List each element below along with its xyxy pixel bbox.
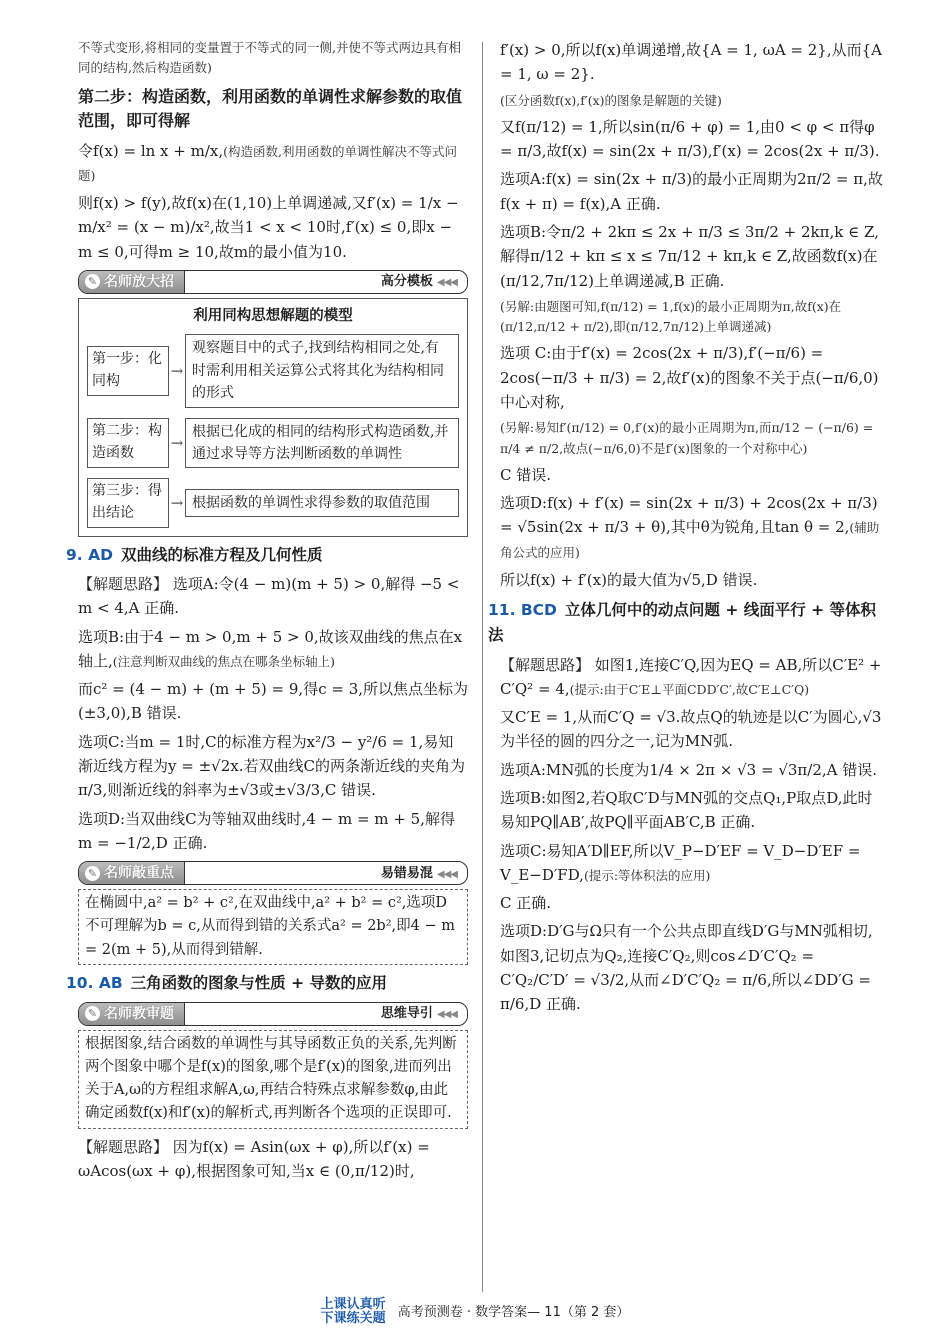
- template-step-label: 第一步：化同构: [87, 346, 169, 395]
- arrows-icon: ◀◀◀: [436, 277, 457, 289]
- note: (区分函数f(x),f′(x)的图象是解题的关键): [500, 92, 722, 108]
- note: (另解:由题图可知,f(π/12) = 1,f(x)的最小正周期为π,故f(x)在(π/12,π/12 + π/2),即(π/12,7π/12)上单调递减): [500, 298, 842, 335]
- column-divider: [482, 42, 483, 1292]
- footer-text: 高考预测卷 · 数学答案— 11（第 2 套）: [397, 1304, 630, 1320]
- paragraph: 不等式变形,将相同的变量置于不等式的同一侧,并使不等式两边具有相同的结构,然后构造函数): [78, 40, 461, 76]
- banner-tag: ✎ 名师放大招: [79, 271, 185, 293]
- arrows-icon: ◀◀◀: [436, 868, 457, 880]
- paragraph: 又C′E = 1,从而C′Q = √3.故点Q的轨迹是以C′为圆心,√3为半径的圆的四分之一,记为MN弧.: [500, 708, 882, 751]
- teacher-icon: ✎: [85, 866, 100, 881]
- paragraph: 令f(x) = ln x + m/x,(构造函数,利用函数的单调性解决不等式问题): [78, 141, 457, 183]
- banner-review: [78, 1002, 468, 1026]
- banner-tag: ✎ 名师敲重点: [79, 862, 185, 884]
- arrow-right-icon: →: [170, 433, 184, 452]
- paragraph: 所以f(x) + f′(x)的最大值为√5,D 错误.: [500, 571, 758, 589]
- paragraph: 选项A:MN弧的长度为1/4 × 2π × √3 = √3π/2,A 错误.: [500, 760, 878, 779]
- brand-logo: 上课认真听 下课练关题: [320, 1297, 386, 1327]
- banner-label: 高分模板 ◀◀◀: [380, 274, 457, 290]
- template-step-label: 第二步：构造函数: [87, 418, 169, 467]
- right-column: [488, 38, 885, 1021]
- paragraph: 选项 C:由于f′(x) = 2cos(2x + π/3),f′(−π/6) = 2cos(−π/3 + π/3) = 2,故f′(x)的图象不关于点(−π/6,0)中心对称,: [500, 344, 879, 412]
- paragraph: 选项B:如图2,若Q取C′D与MN弧的交点Q₁,P取点D,此时易知PQ∥AB′,故PQ∥平面AB′C,B 正确.: [500, 789, 873, 832]
- paragraph: 选项C:当m = 1时,C的标准方程为x²/3 − y²/6 = 1,易知渐近线方程为y = ±√2x.若双曲线C的两条渐近线的夹角为π/3,则渐近线的斜率为±√3或±√3/3,C 错误.: [78, 732, 465, 800]
- arrow-right-icon: →: [170, 493, 184, 512]
- note-box: 在椭圆中,a² = b² + c²,在双曲线中,a² + b² = c²,选项D不可理解为b = c,从而得到错的关系式a² = 2b²,即4 − m = 2(m + 5),从而得到错解.: [78, 889, 468, 965]
- paragraph: 选项D:当双曲线C为等轴双曲线时,4 − m = m + 5,解得m = −1/2,D 正确.: [78, 809, 455, 852]
- template-step-desc: 根据函数的单调性求得参数的取值范围: [185, 489, 459, 517]
- paragraph: 【解题思路】 因为f(x) = Asin(ωx + φ),所以f′(x) = ωAcos(ωx + φ),根据图象可知,当x ∈ (0,π/12)时,: [78, 1137, 430, 1180]
- banner-label: 易错易混 ◀◀◀: [380, 865, 457, 881]
- paragraph: f′(x) > 0,所以f(x)单调递增,故{A = 1, ωA = 2},从而{A = 1, ω = 2}.: [500, 41, 882, 84]
- paragraph: 则f(x) > f(y),故f(x)在(1,10)上单调递减,又f′(x) = 1/x − m/x² = (x − m)/x²,故当1 < x < 10时,f′(x) ≤ 0,即x − m ≤ 0,可得m ≥ 10,故m的最小值为10.: [78, 194, 459, 261]
- banner-tips: [78, 270, 468, 294]
- left-column: [66, 38, 469, 1187]
- teacher-icon: ✎: [85, 1006, 100, 1021]
- banner-key-point: [78, 861, 468, 885]
- paragraph: 而c² = (4 − m) + (m + 5) = 9,得c = 3,所以焦点坐标为(±3,0),B 错误.: [78, 680, 469, 723]
- paragraph: 选项C:易知A′D∥EF,所以V_P−D′EF = V_D−D′EF = V_E−D′FD,(提示:等体积法的应用): [500, 841, 861, 884]
- template-box: [78, 298, 468, 537]
- question-heading: 11. BCD 立体几何中的动点问题 + 线面平行 + 等体积法: [488, 601, 876, 645]
- template-title: 利用同构思想解题的模型: [193, 307, 353, 324]
- template-step-desc: 观察题目中的式子,找到结构相同之处,有时需利用相关运算公式将其化为结构相同的形式: [185, 334, 459, 407]
- template-row: [87, 478, 459, 527]
- question-heading: 9. AD 双曲线的标准方程及几何性质: [66, 545, 323, 564]
- paragraph: 选项B:令π/2 + 2kπ ≤ 2x + π/3 ≤ 3π/2 + 2kπ,k ∈ Z,解得π/12 + kπ ≤ x ≤ 7π/12 + kπ,k ∈ Z,故函数f(x)在(π/12,7π/12)上单调递减,B 正确.: [500, 223, 879, 290]
- banner-label: 思维导引 ◀◀◀: [380, 1006, 457, 1022]
- paragraph: 【解题思路】 选项A:令(4 − m)(m + 5) > 0,解得 −5 < m < 4,A 正确.: [78, 574, 460, 618]
- paragraph: C 正确.: [500, 894, 552, 913]
- paragraph: 又f(π/12) = 1,所以sin(π/6 + φ) = 1,由0 < φ < π得φ = π/3,故f(x) = sin(2x + π/3),f′(x) = 2cos(2x + π/3).: [500, 117, 880, 161]
- teacher-icon: ✎: [85, 274, 100, 289]
- template-step-label: 第三步：得出结论: [87, 478, 169, 527]
- banner-tag: ✎ 名师教审题: [79, 1003, 185, 1025]
- question-heading: 10. AB 三角函数的图象与性质 + 导数的应用: [66, 973, 387, 992]
- arrow-right-icon: →: [170, 361, 184, 380]
- template-step-desc: 根据已化成的相同的结构形式构造函数,并通过求导等方法判断函数的单调性: [185, 418, 459, 469]
- arrows-icon: ◀◀◀: [436, 1009, 457, 1021]
- page-footer: [0, 1298, 950, 1327]
- paragraph: 选项A:f(x) = sin(2x + π/3)的最小正周期为2π/2 = π,故f(x + π) = f(x),A 正确.: [500, 170, 883, 213]
- template-row: [87, 334, 459, 407]
- note: (另解:易知f′(π/12) = 0,f′(x)的最小正周期为π,而π/12 − (−π/6) = π/4 ≠ π/2,故点(−π/6,0)不是f′(x)图象的一个对称中心): [500, 420, 874, 456]
- step-heading: 第二步：构造函数，利用函数的单调性求解参数的取值范围，即可得解: [78, 86, 463, 130]
- paragraph: 【解题思路】 如图1,连接C′Q,因为EQ = AB,所以C′E² + C′Q² = 4,(提示:由于C′E⊥平面CDD′C′,故C′E⊥C′Q): [500, 655, 882, 698]
- paragraph: 选项D:f(x) + f′(x) = sin(2x + π/3) + 2cos(2x + π/3) = √5sin(2x + π/3 + θ),其中θ为锐角,且tan θ = 2,(辅助角公式的应用): [500, 494, 880, 560]
- template-row: [87, 418, 459, 469]
- paragraph: 选项B:由于4 − m > 0,m + 5 > 0,故该双曲线的焦点在x轴上,(注意判断双曲线的焦点在哪条坐标轴上): [78, 627, 463, 670]
- note-box: 根据图象,结合函数的单调性与其导函数正负的关系,先判断两个图象中哪个是f(x)的图象,哪个是f′(x)的图象,进而列出关于A,ω的方程组求解A,ω,再结合特殊点求解参数φ,由此确定函数f(x)和f′(x)的解析式,再判断各个选项的正误即可.: [78, 1030, 468, 1129]
- paragraph: 选项D:D′G与Ω只有一个公共点即直线D′G与MN弧相切,如图3,记切点为Q₂,连接C′Q₂,则cos∠D′C′Q₂ = C′Q₂/C′D′ = √3/2,从而∠D′C′Q₂ = π/6,所以∠DD′G = π/6,D 正确.: [500, 922, 873, 1014]
- paragraph: C 错误.: [500, 465, 552, 484]
